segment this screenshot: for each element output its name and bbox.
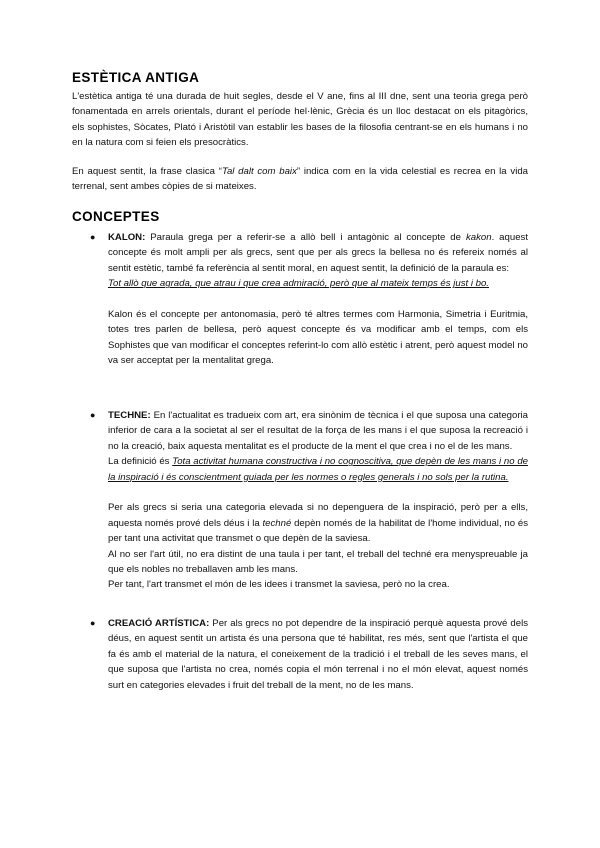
heading-estetica-antiga: ESTÈTICA ANTIGA: [72, 70, 200, 85]
list-item-kalon: [108, 230, 528, 369]
term-techne: TECHNE:: [108, 410, 151, 421]
kalon-paragraph-2: Kalon és el concepte per antonomasia, però té altres termes com Harmonia, Simetria i Euritmia, totes tres parlen de bellesa, però aquest concepte és va modificar amb el temps, com els Sophistes que van modificar el conceptes referint-lo com allò estètic i atrent, però aquest model no va ser acceptat per la mentalitat grega.: [108, 309, 528, 367]
term-creacio-artistica: CREACIÓ ARTÍSTICA:: [108, 618, 210, 629]
kalon-kakon-term: kakon: [465, 232, 492, 243]
list-item-techne: [108, 408, 528, 593]
techne-term-em: techné: [262, 517, 292, 529]
maxim-quote: Tal dalt com baix: [221, 166, 297, 177]
creacio-paragraph: Per als grecs no pot dependre de la inspiració perquè aquesta prové dels déus, en aquest sentit un artista és una persona que té habilitat, res més, sent que l'artista el que fa és amb el material de la natura, el coneixement de la tradició i el treball de les seves mans, el que suposa que l'artista no crea, només copia el món terrenal i no el món elevat, aquest només surt en categories elevades i fruit del treball de la ment, no de les mans.: [108, 618, 528, 691]
term-kalon: KALON:: [108, 232, 146, 243]
maxim-text-after: ” indica com en la vida celestial es recrea en la vida terrenal, sent ambes còpies de si mateixes.: [72, 166, 528, 193]
techne-paragraph-4: Per tant, l'art transmet el món de les idees i transmet la saviesa, però no la crea.: [108, 579, 450, 591]
list-item-creacio-artistica: [108, 616, 528, 693]
intro-paragraph: L'estètica antiga té una durada de huit segles, desde el V ane, fins al III dne, sent una teoria grega però fonamentada en arrels orientals, durant el període hel·lènic, Grècia és un lloc destacat on els pitagòrics, els sophistes, Sòcates, Plató i Aristòtil van establir les bases de la filosofia centrant-se en els humans i no en la natura com si feien els presocràtics.: [72, 91, 528, 149]
kalon-text-b: . aquest concepte és molt ampli per als grecs, sent que per als grecs la bellesa no és refereix només al sentit estètic, també fa referència al sentit moral, en aquest sentit, la definició de la paraula es:: [108, 232, 528, 274]
kalon-text-a: Paraula grega per a referir-se a allò bell i antagònic al concepte de: [150, 232, 461, 243]
techne-definition-line: La definició és Tota activitat humana constructiva i no cognoscitiva, que depèn de les mans i no de la inspiració i és conscientment guiada per les normes o regles generals i no sols per la rutina.: [108, 456, 528, 483]
techne-paragraph-2: Per als grecs si seria una categoria elevada si no depenguera de la inspiració, però per a ells, aquesta només prové dels déus i la techné depèn només de la habilitat de l'home individual, no és per tant una activitat que transmet o que depèn de la saviesa.: [108, 502, 528, 545]
bullet-icon: ●: [90, 232, 96, 242]
techne-paragraph-1: En l'actualitat es tradueix com art, era sinònim de tècnica i el que suposa una categoria inferior de cara a la societat al ser el resultat de la força de les mans i el que suposa la recreació i no la creació, baix aquesta mentalitat es el producte de la ment el que crea i no el de les mans.: [108, 410, 528, 452]
techne-paragraph-3: Al no ser l'art útil, no era distint de una taula i per tant, el treball del techné era menyspreuable ja que els nobles no treballaven amb les mans.: [108, 548, 528, 576]
kalon-definition: Tot allò que agrada, que atrau i que crea admiració, però que al mateix temps és just i bo.: [108, 278, 489, 290]
maxim-text-before: En aquest sentit, la frase clasica “: [72, 166, 222, 177]
bullet-icon: ●: [90, 618, 96, 628]
bullet-icon: ●: [90, 410, 96, 420]
techne-definition: Tota activitat humana constructiva i no cognoscitiva, que depèn de les mans i no de la inspiració i és conscientment guiada per les normes o regles generals i no sols per la rutina.: [108, 456, 528, 483]
maxim-paragraph: [72, 164, 528, 195]
heading-conceptes: CONCEPTES: [72, 209, 160, 224]
